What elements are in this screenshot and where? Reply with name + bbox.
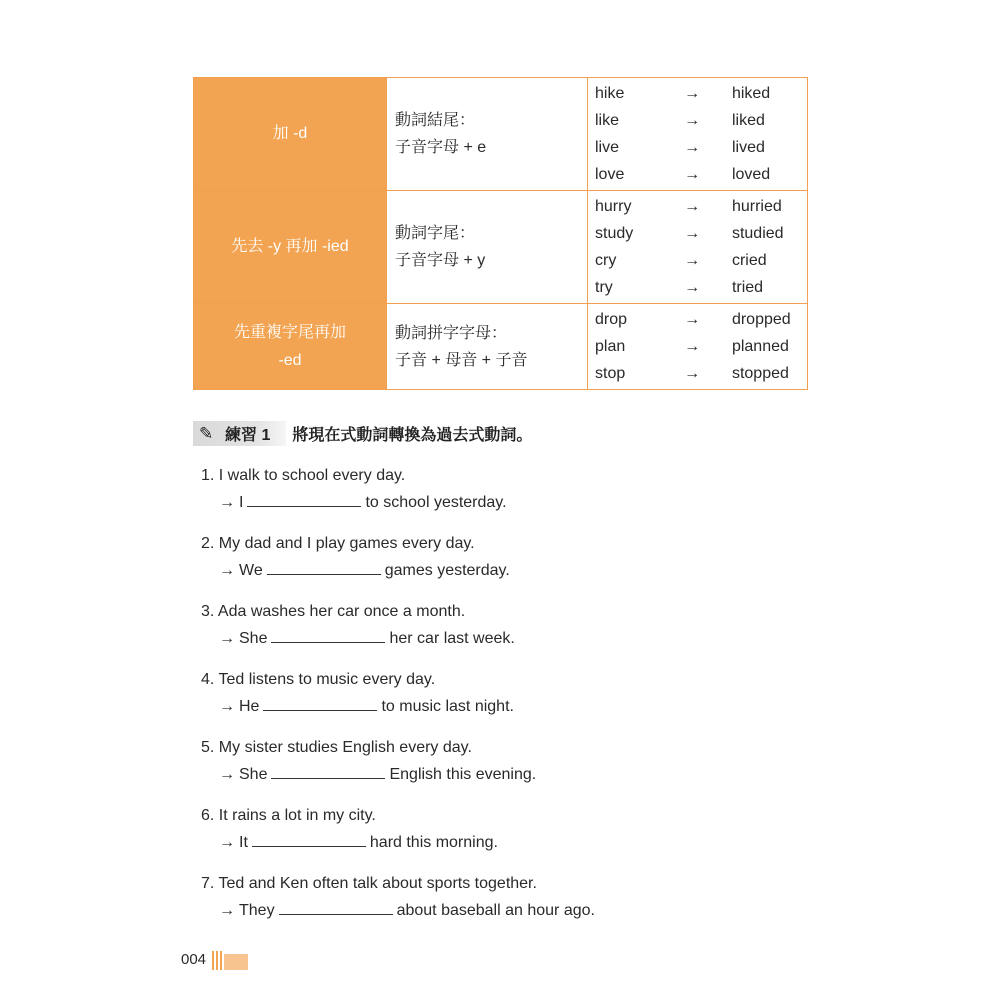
answer-blank[interactable]	[252, 830, 366, 847]
question-sentence: 5. My sister studies English every day.	[201, 739, 472, 756]
answer-rest: hard this morning.	[369, 834, 498, 851]
base-verb: stop	[595, 365, 626, 382]
examples-cell	[588, 304, 808, 390]
rule-text: 先去 -y 再加 -ied	[231, 238, 349, 255]
condition-line: 子音 + 母音 + 子音	[395, 351, 528, 369]
exercise-instruction: 將現在式動詞轉換為過去式動詞。	[292, 427, 533, 444]
page-tab-icon	[212, 950, 248, 970]
condition-cell	[387, 78, 588, 191]
base-verb: cry	[595, 252, 617, 269]
base-verb: plan	[595, 338, 626, 355]
answer-subject: We	[239, 562, 263, 579]
past-verb: lived	[731, 139, 765, 156]
answer-subject: He	[239, 698, 260, 715]
example-row	[595, 134, 807, 161]
example-row	[595, 80, 807, 107]
past-verb: tried	[731, 279, 764, 296]
answer-line	[201, 829, 801, 856]
answer-rest: to school yesterday.	[365, 494, 507, 511]
base-verb: hurry	[595, 198, 632, 215]
arrow-icon: →	[219, 494, 235, 511]
answer-line	[201, 693, 801, 720]
table-row	[194, 191, 808, 304]
arrow-icon: →	[684, 198, 701, 215]
base-verb: study	[595, 225, 634, 242]
rule-text: 先重複字尾再加	[233, 323, 346, 341]
answer-rest: about baseball an hour ago.	[396, 902, 595, 919]
example-row	[595, 274, 807, 301]
base-verb: drop	[595, 311, 628, 328]
answer-subject: I	[239, 494, 244, 511]
example-row	[595, 193, 807, 220]
rule-cell	[194, 191, 387, 304]
example-row	[595, 333, 807, 360]
rules-table	[193, 77, 808, 390]
examples-cell	[588, 191, 808, 304]
exercise-label: 練習 1	[225, 427, 271, 444]
example-row	[595, 161, 807, 188]
arrow-icon: →	[684, 252, 701, 269]
arrow-icon: →	[219, 698, 235, 715]
arrow-icon: →	[684, 85, 701, 102]
exercise-item	[201, 802, 801, 870]
question-sentence: 6. It rains a lot in my city.	[201, 807, 376, 824]
arrow-icon: →	[684, 311, 701, 328]
question-sentence: 4. Ted listens to music every day.	[201, 671, 436, 688]
arrow-icon: →	[684, 112, 701, 129]
exercise-item	[201, 734, 801, 802]
base-verb: like	[595, 112, 620, 129]
arrow-icon: →	[219, 902, 235, 919]
answer-rest: games yesterday.	[384, 562, 510, 579]
question-sentence: 3. Ada washes her car once a month.	[201, 603, 466, 620]
exercise-item	[201, 462, 801, 530]
base-verb: love	[595, 166, 625, 183]
answer-subject: She	[239, 630, 268, 647]
exercise-header	[193, 421, 532, 446]
example-row	[595, 220, 807, 247]
exercise-item	[201, 598, 801, 666]
answer-rest: to music last night.	[381, 698, 514, 715]
arrow-icon: →	[684, 139, 701, 156]
arrow-icon: →	[219, 630, 235, 647]
answer-line	[201, 761, 801, 788]
answer-blank[interactable]	[267, 558, 381, 575]
condition-line: 動詞拼字字母：	[395, 324, 508, 342]
rule-text: 加 -d	[272, 125, 308, 142]
pencil-icon: ✎	[199, 423, 214, 443]
past-verb: dropped	[731, 311, 791, 328]
table-row	[194, 78, 808, 191]
exercise-list	[201, 462, 801, 938]
arrow-icon: →	[219, 834, 235, 851]
exercise-item	[201, 870, 801, 938]
page-number: 004	[181, 951, 207, 968]
past-verb: loved	[731, 166, 771, 183]
past-verb: hurried	[731, 198, 782, 215]
question-sentence: 1. I walk to school every day.	[201, 467, 406, 484]
past-verb: liked	[731, 112, 765, 129]
answer-line	[201, 557, 801, 584]
condition-line: 子音字母 + y	[395, 252, 486, 269]
exercise-item	[201, 530, 801, 598]
question-sentence: 2. My dad and I play games every day.	[201, 535, 475, 552]
condition-line: 動詞結尾：	[395, 112, 476, 129]
past-verb: planned	[731, 338, 789, 355]
exercise-item	[201, 666, 801, 734]
answer-line	[201, 625, 801, 652]
answer-line	[201, 489, 801, 516]
examples-cell	[588, 78, 808, 191]
answer-blank[interactable]	[247, 490, 361, 507]
arrow-icon: →	[684, 225, 701, 242]
answer-blank[interactable]	[271, 762, 385, 779]
answer-line	[201, 897, 801, 924]
exercise-badge	[193, 421, 286, 446]
condition-cell	[387, 304, 588, 390]
rule-text: -ed	[278, 351, 302, 369]
arrow-icon: →	[684, 279, 701, 296]
arrow-icon: →	[219, 562, 235, 579]
answer-blank[interactable]	[263, 694, 377, 711]
example-row	[595, 247, 807, 274]
arrow-icon: →	[684, 365, 701, 382]
base-verb: live	[595, 139, 620, 156]
arrow-icon: →	[684, 166, 701, 183]
example-row	[595, 360, 807, 387]
arrow-icon: →	[684, 338, 701, 355]
answer-rest: English this evening.	[389, 766, 537, 783]
question-sentence: 7. Ted and Ken often talk about sports together.	[201, 875, 537, 892]
answer-subject: They	[239, 902, 275, 919]
base-verb: hike	[595, 85, 625, 102]
condition-line: 子音字母 + e	[395, 139, 487, 156]
table-row	[194, 304, 808, 390]
arrow-icon: →	[219, 766, 235, 783]
answer-subject: She	[239, 766, 268, 783]
past-verb: cried	[731, 252, 767, 269]
past-verb: stopped	[731, 365, 789, 382]
condition-line: 動詞字尾：	[395, 225, 476, 242]
example-row	[595, 306, 807, 333]
answer-subject: It	[239, 834, 248, 851]
rule-cell	[194, 304, 387, 390]
base-verb: try	[595, 279, 613, 296]
answer-rest: her car last week.	[389, 630, 515, 647]
past-verb: studied	[731, 225, 784, 242]
answer-blank[interactable]	[279, 898, 393, 915]
answer-blank[interactable]	[271, 626, 385, 643]
past-verb: hiked	[731, 85, 771, 102]
example-row	[595, 107, 807, 134]
rule-cell	[194, 78, 387, 191]
condition-cell	[387, 191, 588, 304]
